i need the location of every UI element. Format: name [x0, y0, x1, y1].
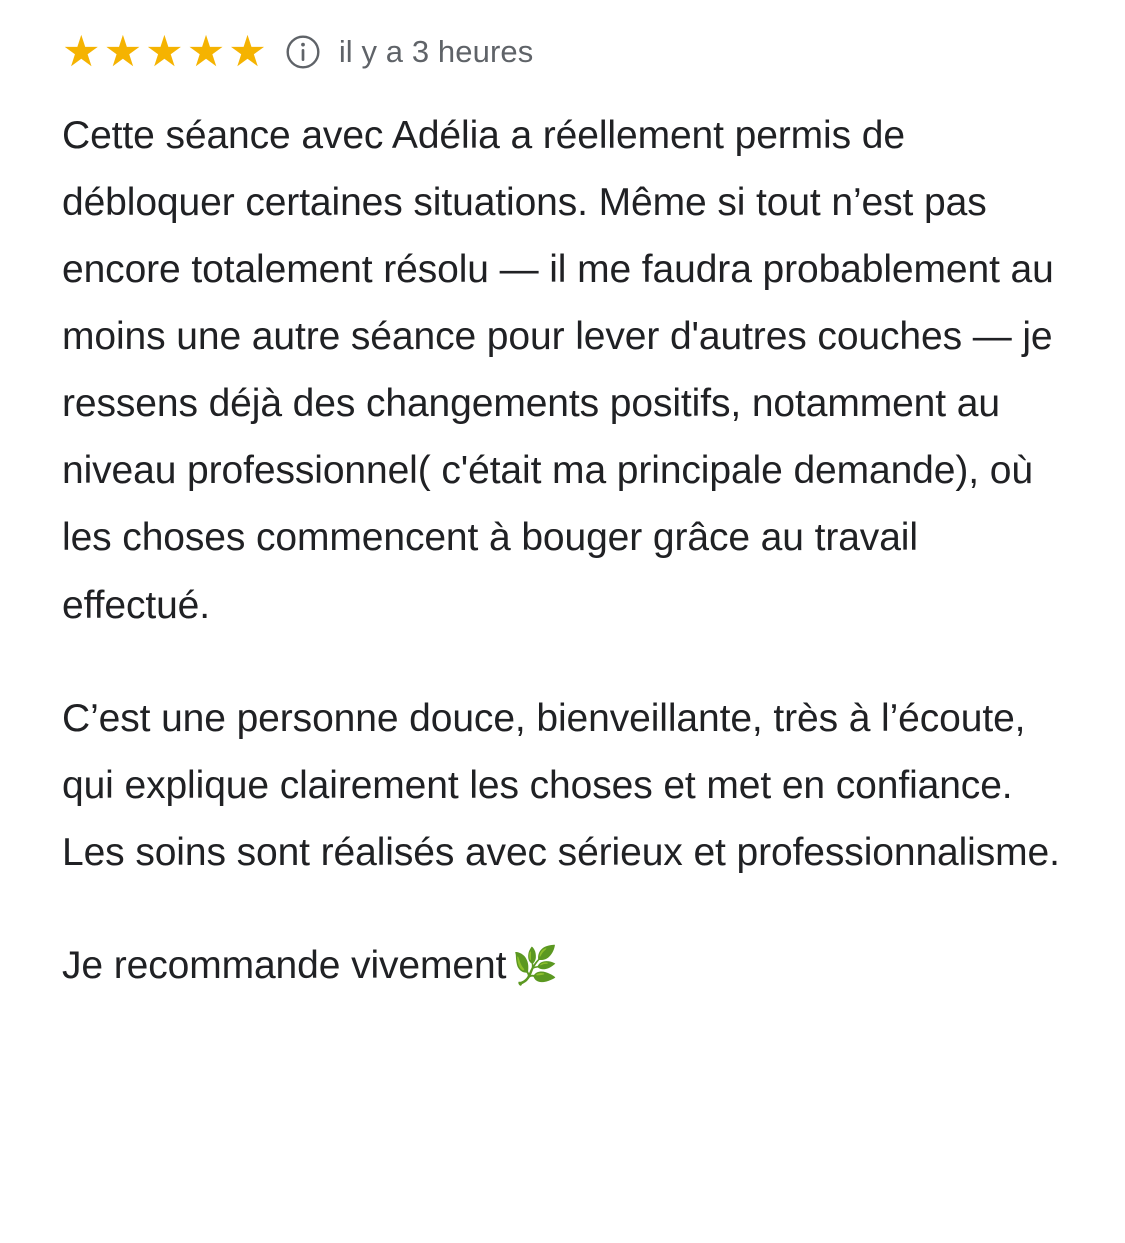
review-paragraph: Cette séance avec Adélia a réellement permis de débloquer certaines situations. Même si tout n’est pas encore totalement résolu — il me faudra probablement au moins une autre séance pour lever d'autres couches — je ressens déjà des changements positifs, notamment au niveau professionnel( c'était ma principale demande), où les choses commencent à bouger grâce au travail effectué.: [62, 114, 1054, 627]
star-rating: [62, 27, 267, 76]
star-icon: ★: [186, 27, 226, 76]
star-icon: ★: [145, 27, 184, 76]
star-icon: ★: [62, 27, 101, 76]
review-paragraph: C’est une personne douce, bienveillante, très à l’écoute, qui explique clairement les choses et met en confiance. Les soins sont réalisés avec sérieux et professionnalisme.: [62, 696, 1060, 874]
review-body: [62, 102, 1063, 999]
review-header: [62, 24, 1063, 80]
leaf-icon: 🌿: [512, 944, 559, 986]
star-icon: ★: [103, 27, 143, 76]
review-paragraph-closing: [62, 932, 1063, 999]
review-closing-text: Je recommande vivement: [62, 943, 507, 987]
review-timestamp: il y a 3 heures: [338, 34, 534, 69]
star-icon: ★: [228, 27, 267, 76]
info-icon[interactable]: [285, 34, 321, 70]
